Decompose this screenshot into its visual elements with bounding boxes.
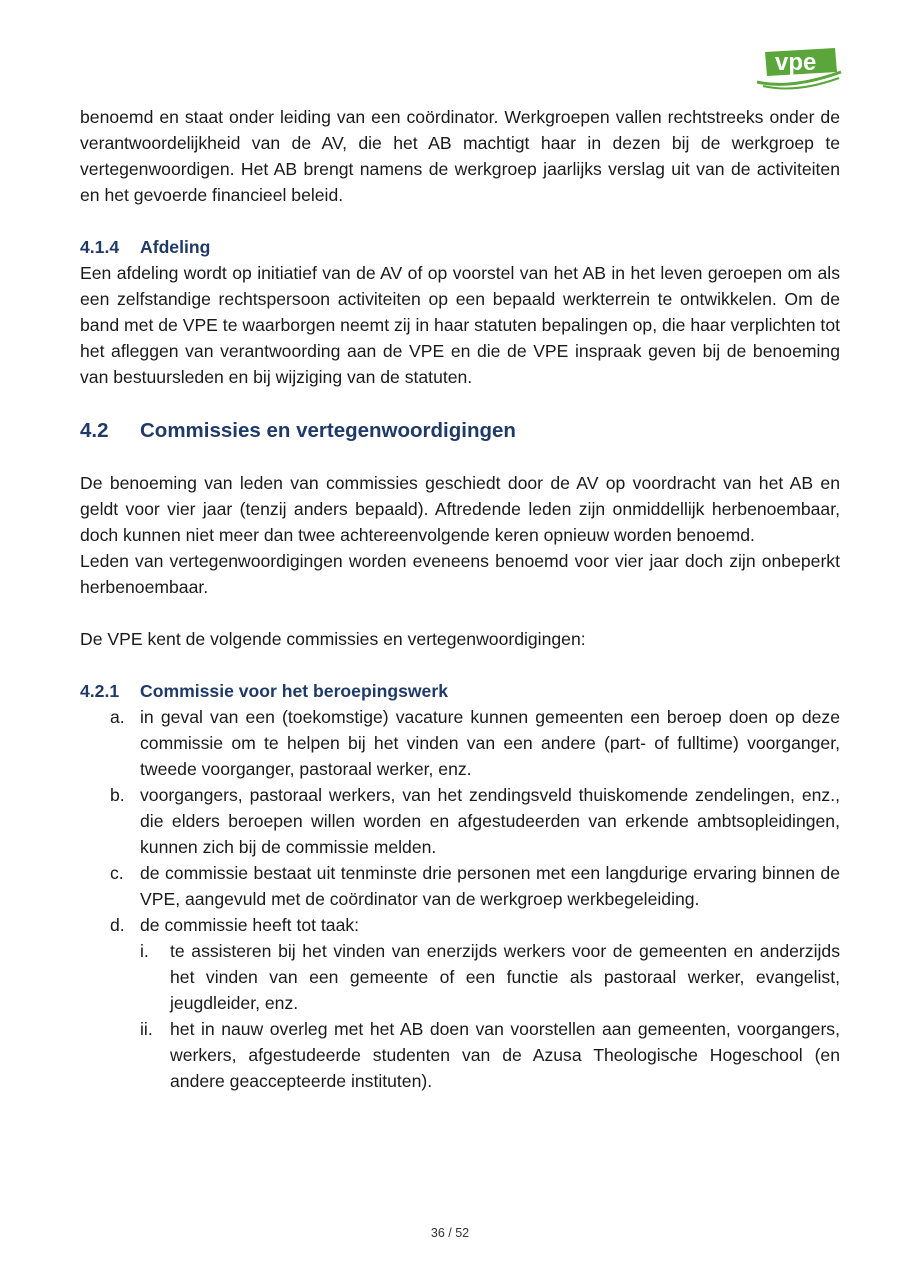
sub-list-item-text: te assisteren bij het vinden van enerzijds werkers voor de gemeenten en anderzijds het vinden van een gemeente of een functie als pastoraal werker, evangelist, jeugdleider, enz. xyxy=(170,941,840,1013)
sub-list-item xyxy=(140,1016,840,1094)
commissies-paragraph-3: De VPE kent de volgende commissies en vertegenwoordigingen: xyxy=(80,629,586,649)
list-item xyxy=(80,912,840,1094)
list-marker: d. xyxy=(110,915,125,935)
commissies-paragraph-2: Leden van vertegenwoordigingen worden eveneens benoemd voor vier jaar doch zijn onbeperkt herbenoembaar. xyxy=(80,551,840,597)
svg-text:vpe: vpe xyxy=(775,49,817,76)
list-item xyxy=(80,704,840,782)
list-item xyxy=(80,860,840,912)
heading-title: Commissie voor het beroepingswerk xyxy=(140,681,448,701)
list-item-text: in geval van een (toekomstige) vacature kunnen gemeenten een beroep doen op deze commissie om te helpen bij het vinden van een andere (part- of fulltime) voorganger, tweede voorganger, pastoraal werker, enz. xyxy=(140,707,840,779)
commissies-paragraph-1: De benoeming van leden van commissies geschiedt door de AV op voordracht van het AB en geldt voor vier jaar (tenzij anders bepaald). Aftredende leden zijn onmiddellijk herbenoembaar, doch kunnen niet meer dan twee achtereenvolgende keren opnieuw worden benoemd. xyxy=(80,473,840,545)
list-marker: b. xyxy=(110,785,125,805)
heading-4-2-1 xyxy=(80,678,840,704)
sub-list-item xyxy=(140,938,840,1016)
list-marker: c. xyxy=(110,863,124,883)
sub-list-item-text: het in nauw overleg met het AB doen van voorstellen aan gemeenten, voorgangers, werkers, afgestudeerde studenten van de Azusa Theologische Hogeschool (en andere geaccepteerde instituten). xyxy=(170,1019,840,1091)
list-item-text: de commissie heeft tot taak: xyxy=(140,915,360,935)
list-marker: a. xyxy=(110,707,125,727)
heading-number: 4.1.4 xyxy=(80,237,120,257)
list-item xyxy=(80,782,840,860)
heading-number: 4.2 xyxy=(80,419,109,442)
heading-4-2 xyxy=(80,417,840,445)
afdeling-paragraph: Een afdeling wordt op initiatief van de AV of op voorstel van het AB in het leven geroepen om als een zelfstandige rechtspersoon activiteiten op een bepaald werkterrein te ontwikkelen. Om de band met de VPE te waarborgen neemt zij in haar statuten bepalingen op, die haar verplichten tot het afleggen van verantwoording aan de VPE en die de VPE inspraak geven bij de benoeming van bestuursleden en bij wijziging van de statuten. xyxy=(80,263,840,387)
intro-paragraph: benoemd en staat onder leiding van een coördinator. Werkgroepen vallen rechtstreeks onder de verantwoordelijkheid van de AV, die het AB machtigt haar in dezen bij de werkgroep te vertegenwoordigen. Het AB brengt namens de werkgroep jaarlijks verslag uit van de activiteiten en het gevoerde financieel beleid. xyxy=(80,107,840,205)
heading-number: 4.2.1 xyxy=(80,681,120,701)
task-list xyxy=(80,704,840,1094)
heading-title: Commissies en vertegenwoordigingen xyxy=(140,419,516,442)
heading-4-1-4 xyxy=(80,234,840,260)
heading-title: Afdeling xyxy=(140,237,211,257)
list-item-text: de commissie bestaat uit tenminste drie personen met een langdurige ervaring binnen de VPE, aangevuld met de coördinator van de werkgroep werkbegeleiding. xyxy=(140,863,840,909)
vpe-logo xyxy=(753,42,843,92)
sub-list-marker: ii. xyxy=(140,1019,153,1039)
list-item-text: voorgangers, pastoraal werkers, van het zendingsveld thuiskomende zendelingen, enz., die elders beroepen willen worden en afgestudeerden van erkende ambtsopleidingen, kunnen zich bij de commissie melden. xyxy=(140,785,840,857)
sub-list-marker: i. xyxy=(140,941,149,961)
page-number: 36 / 52 xyxy=(430,1226,470,1240)
document-body xyxy=(80,104,840,1094)
